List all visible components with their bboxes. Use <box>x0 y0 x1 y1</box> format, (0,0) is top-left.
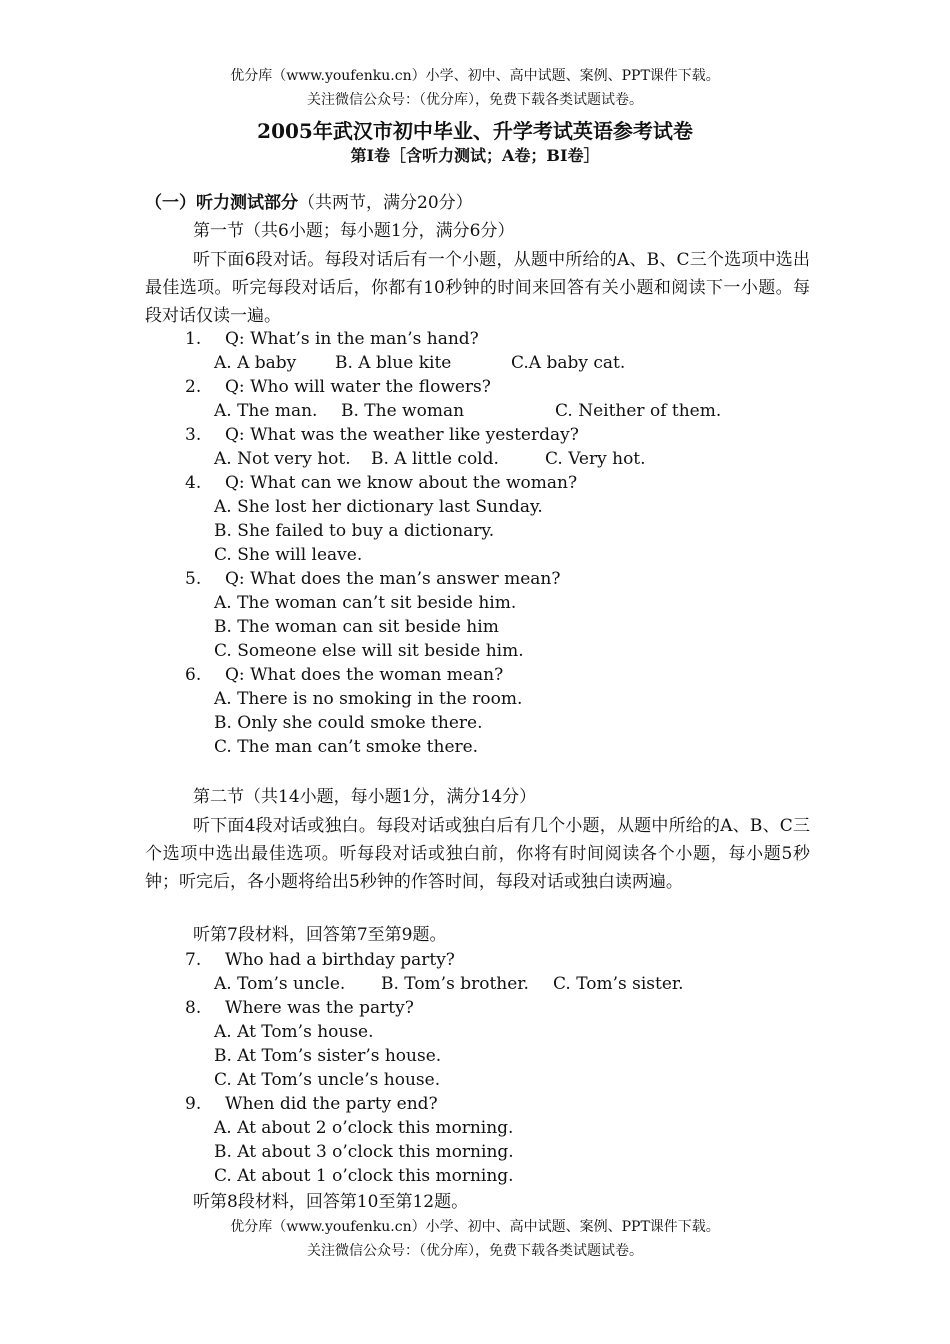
question-1 <box>185 327 479 351</box>
question-number: 1. <box>185 329 202 349</box>
material-8-note: 听第8段材料，回答第10至第12题。 <box>193 1192 469 1212</box>
option-b: B. Only she could smoke there. <box>214 713 483 733</box>
option-a: A. At Tom’s house. <box>214 1022 374 1042</box>
option-b: B. A little cold. <box>371 449 499 469</box>
question-number: 4. <box>185 473 202 493</box>
part1-heading-rest: （共两节，满分20分） <box>298 193 473 213</box>
question-text: Where was the party? <box>225 998 414 1018</box>
option-b: B. She failed to buy a dictionary. <box>214 521 495 541</box>
option-a: A. The man. <box>214 401 318 421</box>
question-text: Who had a birthday party? <box>225 950 455 970</box>
header-line-1: 优分库（www.youfenku.cn）小学、初中、高中试题、案例、PPT课件下载。 <box>230 68 720 84</box>
question-text: Q: Who will water the flowers? <box>225 377 491 397</box>
option-a: A. Not very hot. <box>214 449 351 469</box>
part1-heading <box>145 191 473 215</box>
option-c: C. She will leave. <box>214 545 363 565</box>
question-3 <box>185 423 579 447</box>
question-text: Q: What’s in the man’s hand? <box>225 329 479 349</box>
option-c: C. At about 1 o’clock this morning. <box>214 1166 514 1186</box>
question-2-options <box>214 399 814 423</box>
question-4 <box>185 471 577 495</box>
option-c: C. Neither of them. <box>555 401 722 421</box>
option-c: C.A baby cat. <box>511 353 626 373</box>
option-b: B. At about 3 o’clock this morning. <box>214 1142 514 1162</box>
question-3-options <box>214 447 814 471</box>
option-a: A. Tom’s uncle. <box>214 974 346 994</box>
question-8 <box>185 996 414 1020</box>
question-number: 6. <box>185 665 202 685</box>
section2-instructions: 听下面4段对话或独白。每段对话或独白后有几个小题，从题中所给的A、B、C三个选项中选出最佳选项。听每段对话或独白前，你将有时间阅读各个小题，每小题5秒钟；听完后，各小题将给出5秒钟的作答时间，每段对话或独白读两遍。 <box>145 816 810 892</box>
header-line-2: 关注微信公众号：（优分库），免费下载各类试题试卷。 <box>307 92 643 108</box>
option-c: C. Tom’s sister. <box>553 974 684 994</box>
question-7-options <box>214 972 814 996</box>
footer-line-2: 关注微信公众号：（优分库），免费下载各类试题试卷。 <box>307 1243 643 1259</box>
option-a: A. There is no smoking in the room. <box>214 689 523 709</box>
page-subtitle: 第Ⅰ卷［含听力测试；A卷；BⅠ卷］ <box>350 146 600 165</box>
part1-heading-bold: （一）听力测试部分 <box>145 193 298 213</box>
section1-heading: 第一节（共6小题；每小题1分，满分6分） <box>193 221 515 241</box>
option-c: C. Very hot. <box>545 449 646 469</box>
option-b: B. The woman <box>341 401 465 421</box>
question-6 <box>185 663 503 687</box>
option-c: C. Someone else will sit beside him. <box>214 641 524 661</box>
question-text: Q: What does the man’s answer mean? <box>225 569 561 589</box>
option-a: A. A baby <box>214 353 297 373</box>
question-number: 8. <box>185 998 202 1018</box>
material-7-note: 听第7段材料，回答第7至第9题。 <box>193 925 447 945</box>
question-text: Q: What does the woman mean? <box>225 665 504 685</box>
question-9 <box>185 1092 438 1116</box>
footer-line-1: 优分库（www.youfenku.cn）小学、初中、高中试题、案例、PPT课件下载。 <box>230 1219 720 1235</box>
question-number: 2. <box>185 377 202 397</box>
question-text: When did the party end? <box>225 1094 438 1114</box>
question-7 <box>185 948 455 972</box>
page-title: 2005年武汉市初中毕业、升学考试英语参考试卷 <box>257 119 693 143</box>
option-b: B. Tom’s brother. <box>381 974 529 994</box>
section2-heading: 第二节（共14小题，每小题1分，满分14分） <box>193 787 537 807</box>
option-a: A. The woman can’t sit beside him. <box>214 593 517 613</box>
option-b: B. At Tom’s sister’s house. <box>214 1046 442 1066</box>
question-number: 9. <box>185 1094 202 1114</box>
option-a: A. At about 2 o’clock this morning. <box>214 1118 514 1138</box>
question-number: 7. <box>185 950 202 970</box>
option-b: B. The woman can sit beside him <box>214 617 499 637</box>
section1-instructions: 听下面6段对话。每段对话后有一个小题，从题中所给的A、B、C三个选项中选出最佳选项。听完每段对话后，你都有10秒钟的时间来回答有关小题和阅读下一小题。每段对话仅读一遍。 <box>145 250 810 326</box>
option-a: A. She lost her dictionary last Sunday. <box>214 497 543 517</box>
question-text: Q: What was the weather like yesterday? <box>225 425 579 445</box>
option-c: C. At Tom’s uncle’s house. <box>214 1070 441 1090</box>
option-c: C. The man can’t smoke there. <box>214 737 479 757</box>
question-2 <box>185 375 491 399</box>
question-number: 5. <box>185 569 202 589</box>
question-1-options <box>214 351 814 375</box>
question-5 <box>185 567 560 591</box>
option-b: B. A blue kite <box>335 353 452 373</box>
question-number: 3. <box>185 425 202 445</box>
question-text: Q: What can we know about the woman? <box>225 473 578 493</box>
